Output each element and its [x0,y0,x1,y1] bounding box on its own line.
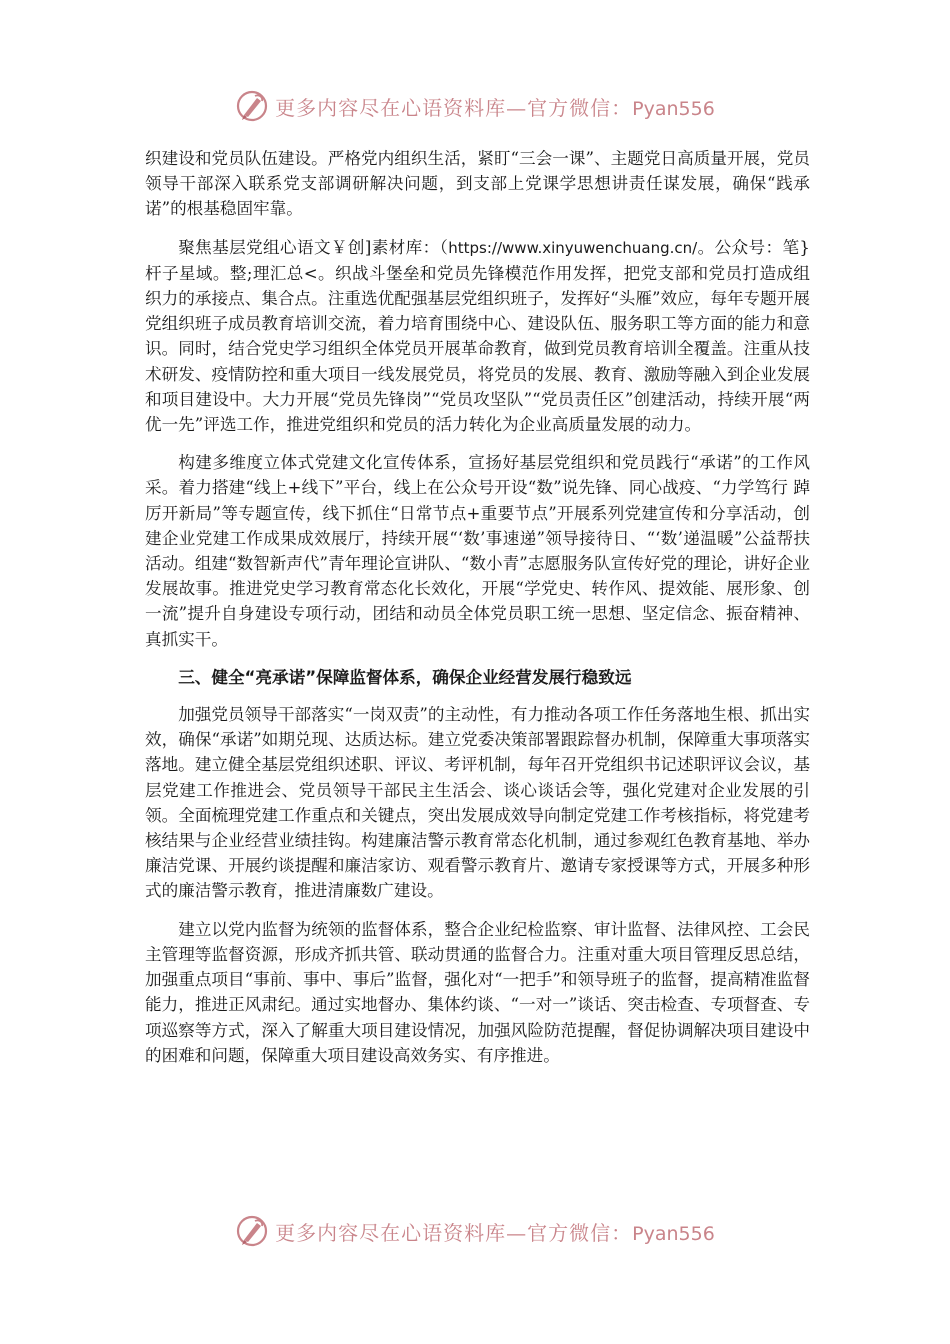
watermark-banner-top [0,84,950,128]
watermark-banner-bottom [0,1209,950,1253]
wechat-id: Pyan556 [632,97,715,120]
paragraph-text-a: 聚焦基层党组心语文￥创]素材库：（ [178,237,449,257]
paragraph-grassroots-organization [145,235,810,438]
paragraph-responsibility: 加强党员领导干部落实“一岗双责”的主动性，有力推动各项工作任务落地生根、抓出实效，确保“承诺”如期兑现、达质达标。建立党委决策部署跟踪督办机制，保障重大事项落实落地。建立健全基层党组织述职、评议、考评机制，每年召开党组织书记述职评议会议，基层党建工作推进会、党员领导干部民主生活会、谈心谈话会等，强化党建对企业发展的引领。全面梳理党建工作重点和关键点，突出发展成效导向制定党建工作考核指标，将党建考核结果与企业经营业绩挂钩。构建廉洁警示教育常态化机制，通过参观红色教育基地、举办廉洁党课、开展约谈提醒和廉洁家访、观看警示教育片、邀请专家授课等方式，开展多种形式的廉洁警示教育，推进清廉数广建设。 [145,705,810,901]
paragraph-supervision: 建立以党内监督为统领的监督体系，整合企业纪检监察、审计监督、法律风控、工会民主管理等监督资源，形成齐抓共管、联动贯通的监督合力。注重对重大项目管理反思总结，加强重点项目“事前、事中、事后”监督，强化对“一把手”和领导班子的监督，提高精准监督能力，推进正风肃纪。通过实地督办、集体约谈、“一对一”谈话、突击检查、专项督查、专项巡察等方式，深入了解重大项目建设情况，加强风险防范提醒，督促协调解决项目建设中的困难和问题，保障重大项目建设高效务实、有序推进。 [145,919,810,1065]
paragraph-text-b: 。公众号：笔}杆子星域。整;理汇总<。织战斗堡垒和党员先锋模范作用发挥，把党支部和党员打造成组织力的承接点、集合点。注重选优配强基层党组织班子，发挥好“头雁”效应，每年专题开展党组织班子成员教育培训交流，着力培育围绕中心、建设队伍、服务职工等方面的能力和意识。同时，结合党史学习组织全体党员开展革命教育，做到党员教育培训全覆盖。注重从技术研发、疫情防控和重大项目一线发展党员，将党员的发展、教育、激励等融入到企业发展和项目建设中。大力开展“党员先锋岗”“党员攻坚队”“党员责任区”创建活动，持续开展“两优一先”评选工作，推进党组织和党员的活力转化为企业高质量发展的动力。 [145,237,810,435]
pen-seal-logo-icon [235,1214,269,1248]
document-body [145,146,810,1081]
paragraph-culture-publicity: 构建多维度立体式党建文化宣传体系，宣扬好基层党组织和党员践行“承诺”的工作风采。着力搭建“线上+线下”平台，线上在公众号开设“数”说先锋、同心战疫、“力学笃行 踔厉开新局”等专题宣传，线下抓住“日常节点+重要节点”开展系列党建宣传和分享活动，创建企业党建工作成果成效展厅，持续开展“‘数’事速递”领导接待日、“‘数’递温暖”公益帮扶活动。组建“数智新声代”青年理论宣讲队、“数小青”志愿服务队宣传好党的理论，讲好企业发展故事。推进党史学习教育常态化长效化，开展“学党史、转作风、提效能、展形象、创一流”提升自身建设专项行动，团结和动员全体党员职工统一思想、坚定信念、振奋精神、真抓实干。 [145,453,810,649]
watermark-text: 更多内容尽在心语资料库—官方微信：Pyan556 [275,95,715,120]
wechat-id: Pyan556 [632,1222,715,1245]
pen-seal-logo-icon [235,89,269,123]
watermark-text: 更多内容尽在心语资料库—官方微信：Pyan556 [275,1220,715,1245]
paragraph-continued: 织建设和党员队伍建设。严格党内组织生活，紧盯“三会一课”、主题党日高质量开展，党员领导干部深入联系党支部调研解决问题，到支部上党课学思想讲责任谋发展，确保“践承诺”的根基稳固牢靠。 [145,149,810,219]
section-heading-three: 三、健全“亮承诺”保障监督体系，确保企业经营发展行稳致远 [178,667,632,687]
source-url: https://www.xinyuwenchuang.cn/ [448,238,698,257]
